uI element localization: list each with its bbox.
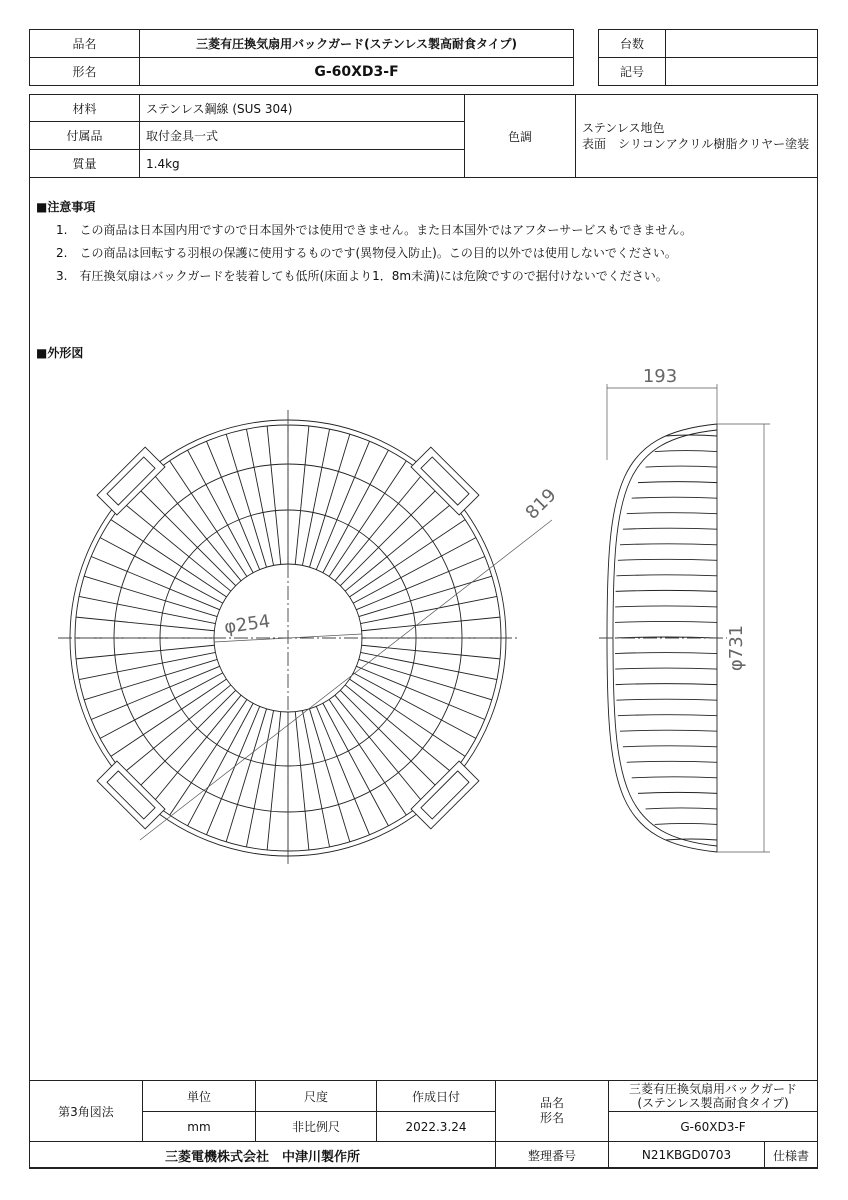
radial-wire: [188, 703, 254, 826]
radial-wire: [111, 679, 227, 756]
katamei-value: G-60XD3-F: [140, 58, 574, 86]
title-block: [29, 1080, 818, 1169]
radial-wire: [356, 556, 484, 609]
side-wire: [632, 497, 717, 498]
katamei-label: 形名: [30, 58, 140, 86]
radial-wire: [137, 487, 235, 585]
accessory-value: 取付金具一式: [140, 122, 465, 150]
radial-wire: [356, 666, 484, 719]
side-wire: [627, 513, 717, 514]
radial-wire: [100, 673, 223, 739]
note-item: 3. 有圧換気扇はバックガードを装着しても低所(床面より1．8m未満)には危険ですので据付けないでください。: [56, 269, 668, 283]
date-value: 2022.3.24: [377, 1112, 496, 1142]
side-wire: [615, 653, 717, 654]
radial-wire: [316, 706, 369, 834]
dim-outer-label: φ731: [726, 624, 747, 672]
side-wire: [665, 435, 717, 436]
side-wire: [638, 482, 717, 483]
note-item: 2. この商品は回転する羽根の保護に使用するものです(異物侵入防止)。この目的以外では使用しないでください。: [56, 246, 677, 260]
radial-wire: [206, 441, 259, 569]
company-name: 三菱電機株式会社 中津川製作所: [30, 1142, 496, 1169]
side-wire: [646, 466, 717, 467]
docno-value: N21KBGD0703: [609, 1142, 765, 1169]
radial-wire: [206, 706, 259, 834]
weight-label: 質量: [30, 150, 140, 178]
radial-wire: [329, 461, 406, 577]
side-wire: [665, 839, 717, 840]
side-wire: [616, 699, 717, 700]
dim-diag-label: 819: [521, 484, 561, 524]
radial-wire: [100, 538, 223, 604]
side-wire: [638, 792, 717, 793]
side-wire: [615, 606, 717, 607]
radial-wire: [323, 450, 389, 573]
side-wire: [655, 823, 717, 824]
kigo-label: 記号: [599, 58, 666, 86]
color-line2: 表面 シリコンアクリル樹脂クリヤー塗装: [582, 137, 810, 151]
side-wire: [655, 451, 717, 452]
note-item: 1. この商品は日本国内用ですので日本国外では使用できません。また日本国外ではアフターサービスもできません。: [56, 223, 693, 237]
unit-value: mm: [143, 1112, 256, 1142]
radial-wire: [323, 703, 389, 826]
radial-wire: [353, 673, 476, 739]
date-label: 作成日付: [377, 1081, 496, 1112]
side-wire: [627, 761, 717, 762]
unit-label: 単位: [143, 1081, 256, 1112]
side-wire: [632, 777, 717, 778]
radial-wire: [137, 690, 235, 788]
dim-depth-label: 193: [642, 366, 678, 387]
radial-wire: [188, 450, 254, 573]
hinmei-label: 品名: [30, 30, 140, 58]
scale-value: 非比例尺: [256, 1112, 377, 1142]
color-line1: ステンレス地色: [582, 121, 665, 135]
radial-wire: [350, 679, 466, 756]
material-value: ステンレス鋼線 (SUS 304): [140, 95, 465, 122]
scale-label: 尺度: [256, 1081, 377, 1112]
drawing-heading: ■外形図: [36, 346, 84, 360]
side-wire: [616, 575, 717, 576]
side-wire: [620, 730, 717, 731]
dim-inner-label: φ254: [222, 610, 272, 639]
radial-wire: [350, 520, 466, 597]
radial-wire: [91, 666, 219, 719]
accessory-label: 付属品: [30, 122, 140, 150]
doctype: 仕様書: [765, 1142, 818, 1169]
product-line1: 三菱有圧換気扇用バックガード: [628, 1082, 797, 1096]
radial-wire: [91, 556, 219, 609]
docno-label: 整理番号: [496, 1142, 609, 1169]
side-wire: [616, 684, 717, 685]
side-wire: [618, 559, 717, 560]
side-wire: [618, 715, 717, 716]
weight-value: 1.4kg: [140, 150, 465, 178]
side-wire: [646, 808, 717, 809]
side-view: [599, 424, 727, 852]
side-wire: [623, 746, 717, 747]
radial-wire: [340, 690, 438, 788]
footer-model: G-60XD3-F: [609, 1112, 818, 1142]
hinmei-value: 三菱有圧換気扇用バックガード(ステンレス製高耐食タイプ): [140, 30, 574, 58]
radial-wire: [170, 700, 247, 816]
side-wire: [623, 528, 717, 529]
side-wire: [620, 544, 717, 545]
product-name-cell: [609, 1081, 818, 1112]
radial-wire: [170, 461, 247, 577]
notes-heading: ■注意事項: [36, 200, 96, 214]
material-label: 材料: [30, 95, 140, 122]
footer-hinmei-label: 品名 形名: [496, 1081, 609, 1142]
daisu-label: 台数: [599, 30, 666, 58]
side-wire: [615, 621, 717, 622]
radial-wire: [316, 441, 369, 569]
radial-wire: [340, 487, 438, 585]
side-wire: [616, 590, 717, 591]
color-label: 色調: [465, 95, 576, 178]
product-line2: (ステンレス製高耐食タイプ): [637, 1096, 789, 1110]
side-wire: [615, 668, 717, 669]
projection-method: 第3角図法: [30, 1081, 143, 1142]
radial-wire: [329, 700, 406, 816]
radial-wire: [111, 520, 227, 597]
